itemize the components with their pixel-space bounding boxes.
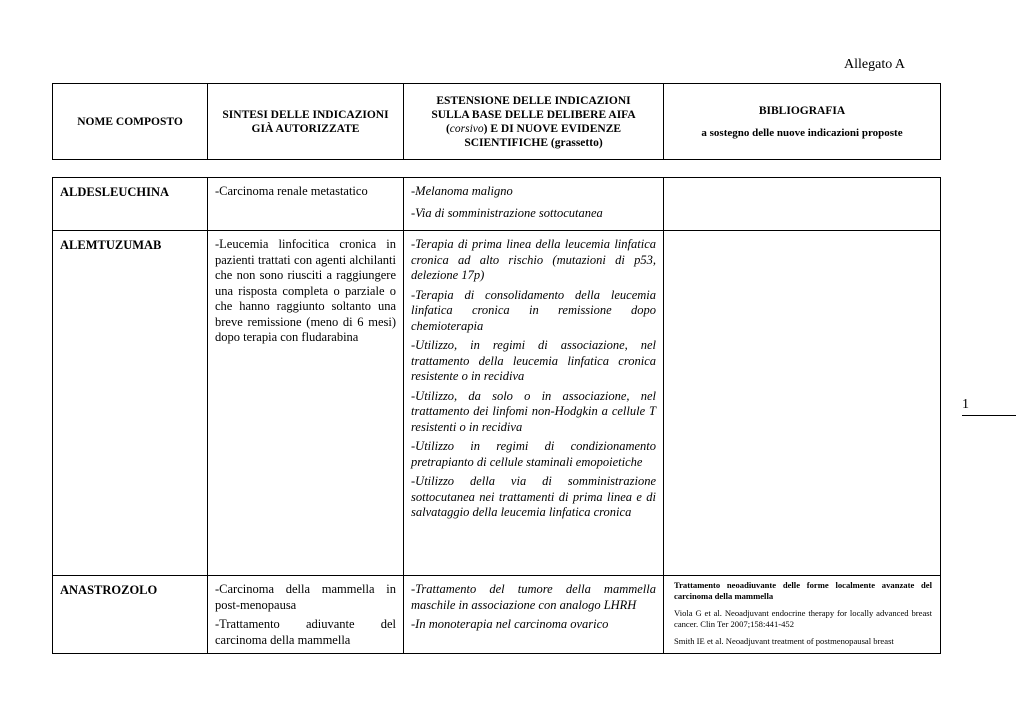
header-col3-corsivo: corsivo [449,122,484,135]
drug-table [52,177,941,654]
table-row [53,178,941,231]
header-col3-line4: SCIENTIFICHE (grassetto) [464,136,603,149]
header-col3-line3-text: ) E DI NUOVE EVIDENZE [483,122,622,135]
extension-item: -Melanoma maligno [411,184,513,198]
authorized-cell [208,576,404,654]
extension-item: -Utilizzo, da solo o in associazione, nel trattamento dei linfomi non-Hodgkin a cellule T resistenti o in recidiva [411,388,656,434]
authorized-item: -Leucemia linfocitica cronica in pazienti trattati con agenti alchilanti che non sono riusciti a raggiungere una risposta completa o parziale o che hanno raggiunto soltanto una breve remissione (meno di 6 mesi) dopo terapia con fludarabina [215,237,396,344]
bibliography-entry: Smith IE et al. Neoadjuvant treatment of postmenopausal breast [674,636,894,646]
extension-cell [404,576,664,654]
bibliography-entry: Viola G et al. Neoadjuvant endocrine therapy for locally advanced breast cancer. Clin Ter 2007;158:441-452 [674,608,932,629]
page-number: 1 [962,397,969,412]
header-col3-line1: ESTENSIONE DELLE INDICAZIONI [436,94,631,107]
extension-item: -Terapia di prima linea della leucemia linfatica cronica ad alto rischio (mutazioni di p53, delezione 17p) [411,237,656,282]
header-col4-sub: a sostegno delle nuove indicazioni proposte [701,126,903,139]
extension-item: -Trattamento del tumore della mammella maschile in associazione con analogo LHRH [411,582,656,612]
header-col2-line1: SINTESI DELLE INDICAZIONI [222,108,389,121]
header-col3-line2: SULLA BASE DELLE DELIBERE AIFA [431,108,636,121]
extension-item: -Via di somministrazione sottocutanea [411,205,603,220]
drug-name: ANASTROZOLO [53,576,208,654]
authorized-item: -Carcinoma renale metastatico [215,184,368,198]
header-table [52,83,941,160]
bibliography-cell [664,178,941,231]
extension-item: -Utilizzo della via di somministrazione sottocutanea nei trattamenti di prima linea e di salvataggio della leucemia linfatica cronica [411,474,656,519]
header-col3-line3 [410,122,657,136]
header-sintesi [208,84,404,160]
extension-cell [404,231,664,576]
bibliography-cell [664,576,941,654]
header-col2-line2: GIÀ AUTORIZZATE [251,122,360,135]
header-col3-open: ( [445,122,450,135]
extension-item: -Terapia di consolidamento della leucemia linfatica cronica in remissione dopo chemioterapia [411,287,656,333]
bibliography-heading: Trattamento neoadiuvante delle forme localmente avanzate del carcinoma della mammella [674,580,932,601]
header-estensione [404,84,664,160]
header-col1-text: NOME COMPOSTO [77,115,183,128]
authorized-item: -Trattamento adiuvante del carcinoma della mammella [215,617,396,647]
extension-item: -Utilizzo, in regimi di associazione, nel trattamento della leucemia linfatica cronica resistente o in recidiva [411,338,656,383]
authorized-item: -Carcinoma della mammella in post-menopausa [215,582,396,612]
authorized-cell [208,178,404,231]
drug-name: ALDESLEUCHINA [53,178,208,231]
header-nome-composto [53,84,208,160]
allegato-label: Allegato A [844,57,906,72]
page-number-rule [962,415,1016,416]
table-row [53,576,941,654]
bibliography-cell [664,231,941,576]
extension-item: -In monoterapia nel carcinoma ovarico [411,617,609,631]
header-col4-title: BIBLIOGRAFIA [758,104,846,117]
extension-item: -Utilizzo in regimi di condizionamento pretrapianto di cellule staminali emopoietiche [411,439,656,469]
authorized-cell [208,231,404,576]
drug-name: ALEMTUZUMAB [53,231,208,576]
extension-cell [404,178,664,231]
table-row [53,231,941,576]
header-bibliografia [664,84,941,160]
